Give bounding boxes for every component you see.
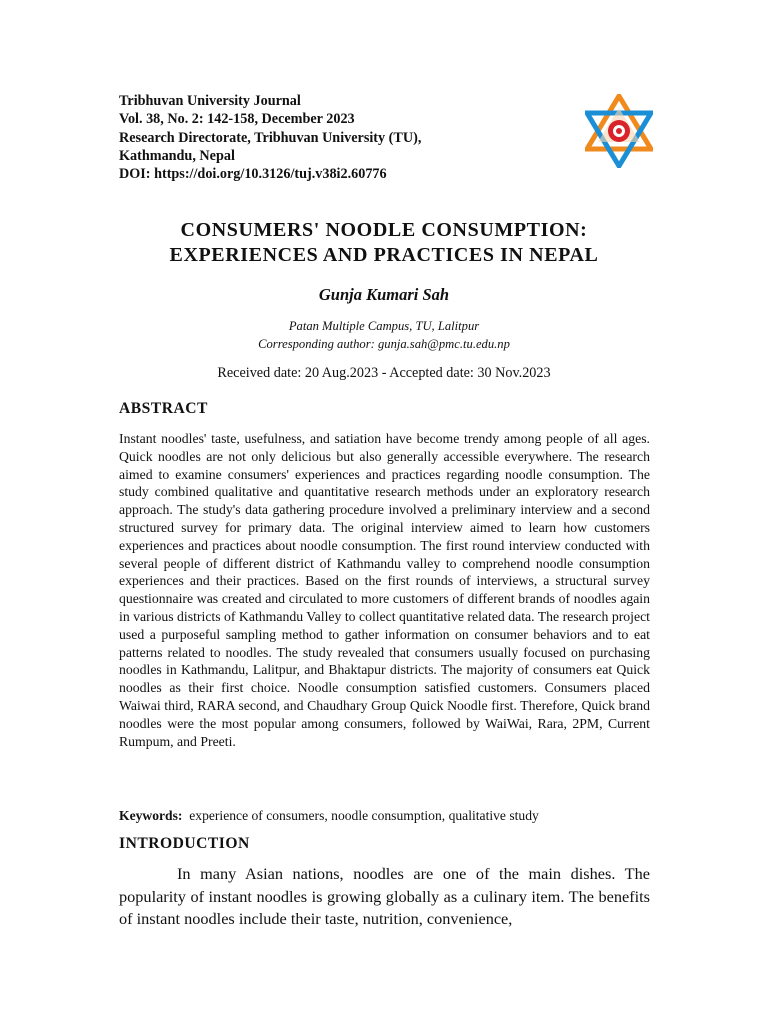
journal-doi[interactable]: DOI: https://doi.org/10.3126/tuj.v38i2.60776 — [119, 166, 387, 183]
introduction-heading: INTRODUCTION — [119, 835, 250, 852]
logo-center-dot — [616, 128, 622, 134]
affiliation: Patan Multiple Campus, TU, Lalitpur — [288, 319, 480, 333]
university-logo — [585, 94, 653, 168]
journal-volume: Vol. 38, No. 2: 142-158, December 2023 — [119, 111, 355, 128]
abstract-heading: ABSTRACT — [119, 400, 208, 417]
journal-publisher: Research Directorate, Tribhuvan University (TU), — [119, 129, 422, 146]
paper-title — [80, 218, 688, 268]
affiliation-block — [0, 317, 768, 353]
journal-header — [119, 92, 519, 183]
corresponding-author: Corresponding author: gunja.sah@pmc.tu.edu.np — [258, 337, 510, 351]
abstract-text: Instant noodles' taste, usefulness, and satiation have become trendy among people of all ages. Quick noodles are not only delicious but also generally accessible everywhere. The research aimed to examine consumers' experiences and practices regarding noodle consumption. The study combined qualitative and quantitative research methods under an exploratory research approach. The study's data gathering procedure involved a preliminary interview and a second structured survey for primary data. The original interview aimed to learn how customers experiences and practices about noodle consumption. The first round interview conducted with several people of different district of Kathmandu valley to comprehend noodle consumption experiences and their practices. Based on the first rounds of interviews, a structural survey questionnaire was created and circulated to more customers of different brands of noodles again in various districts of Kathmandu Valley to collect quantitative related data. The research project used a purposeful sampling method to gather information on consumer behaviors and to eat patterns related to noodles. The study revealed that consumers usually focused on purchasing noodles in Kathmandu, Lalitpur, and Bhaktapur districts. The majority of consumers eat Quick noodles as their first choice. Noodle consumption satisfied customers. Consumers placed Waiwai third, RARA second, and Chaudhary Group Quick Noodle first. Therefore, Quick brand noodles were the most popular among consumers, followed by WaiWai, Rara, 2PM, Current Rumpum, and Preeti. — [119, 431, 650, 749]
received-accepted-dates: Received date: 20 Aug.2023 - Accepted date: 30 Nov.2023 — [217, 365, 551, 381]
introduction-text: In many Asian nations, noodles are one of the main dishes. The popularity of instant noodles is growing globally as a culinary item. The benefits of instant noodles include their taste, nutrition, convenience, — [119, 864, 650, 928]
journal-location: Kathmandu, Nepal — [119, 147, 235, 164]
author-name: Gunja Kumari Sah — [318, 285, 450, 304]
journal-name: Tribhuvan University Journal — [119, 93, 301, 109]
keywords-label: Keywords: — [119, 808, 183, 823]
title-line-1: CONSUMERS' NOODLE CONSUMPTION: — [180, 219, 588, 241]
keywords-text: experience of consumers, noodle consumption, qualitative study — [189, 808, 539, 823]
keywords — [119, 808, 659, 824]
title-line-2: EXPERIENCES AND PRACTICES IN NEPAL — [169, 244, 599, 266]
